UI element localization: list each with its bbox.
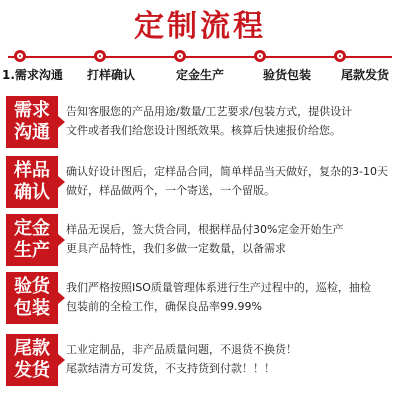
step-description [66, 162, 392, 200]
step-badge [6, 156, 58, 208]
timeline-dot-2 [94, 50, 106, 62]
description-line: 更具产品特性，我们多做一定数量，以备需求 [66, 242, 286, 255]
step-card-sample [6, 156, 394, 208]
badge-line-1: 样品 [14, 160, 50, 181]
badge-arrow [58, 176, 65, 188]
step-badge [6, 96, 58, 148]
step-label-5: 尾款发货 [341, 68, 390, 82]
timeline-dot-5 [334, 50, 346, 62]
badge-line-2: 发货 [14, 360, 50, 381]
timeline-dot-3 [174, 50, 186, 62]
badge-arrow [58, 116, 65, 128]
badge-line-1: 定金 [14, 218, 50, 239]
badge-arrow [58, 292, 65, 304]
step-badge [6, 214, 58, 266]
timeline-dot-4 [254, 50, 266, 62]
step-label-4: 验货包装 [263, 68, 312, 82]
description-line: 样品无误后，签大货合同，根据样品付30%定金开始生产 [66, 223, 344, 236]
timeline-steps [0, 66, 400, 88]
badge-line-2: 包装 [14, 298, 50, 319]
step-label-1: 1.需求沟通 [2, 68, 63, 82]
step-description [66, 278, 392, 316]
description-line: 文件或者我们给您设计图纸效果。核算后快速报价给您。 [66, 124, 341, 137]
badge-line-1: 验货 [14, 276, 50, 297]
badge-line-1: 需求 [14, 100, 50, 121]
description-line: 我们严格按照ISO质量管理体系进行生产过程中的，巡检，抽检 [66, 281, 371, 294]
timeline-dot-1 [14, 50, 26, 62]
description-line: 工业定制品，非产品质量问题，不退货不换货！ [66, 343, 297, 356]
description-line: 确认好设计图后，定样品合同，简单样品当天做好，复杂的3-10天 [66, 165, 388, 178]
badge-arrow [58, 354, 65, 366]
step-label-3: 定金生产 [176, 68, 225, 82]
step-description [66, 102, 392, 140]
badge-arrow [58, 234, 65, 246]
description-line: 告知客服您的产品用途/数量/工艺要求/包装方式，提供设计 [66, 105, 353, 118]
step-card-demand [6, 96, 394, 148]
badge-line-2: 确认 [14, 182, 50, 203]
badge-line-2: 沟通 [14, 122, 50, 143]
description-line: 尾款结清方可发货，不支持货到付款！！！ [66, 362, 275, 375]
step-description [66, 340, 392, 378]
step-card-inspection [6, 272, 394, 324]
step-badge [6, 272, 58, 324]
badge-line-2: 生产 [14, 240, 50, 261]
badge-line-1: 尾款 [14, 338, 50, 359]
step-description [66, 220, 392, 258]
page-title: 定制流程 [134, 9, 266, 44]
step-card-shipping [6, 334, 394, 386]
step-badge [6, 334, 58, 386]
description-line: 做好，样品做两个，一个寄送，一个留版。 [66, 184, 275, 197]
step-card-deposit [6, 214, 394, 266]
step-label-2: 打样确认 [87, 68, 136, 82]
description-line: 包装前的全检工作，确保良品率99.99% [66, 300, 262, 313]
